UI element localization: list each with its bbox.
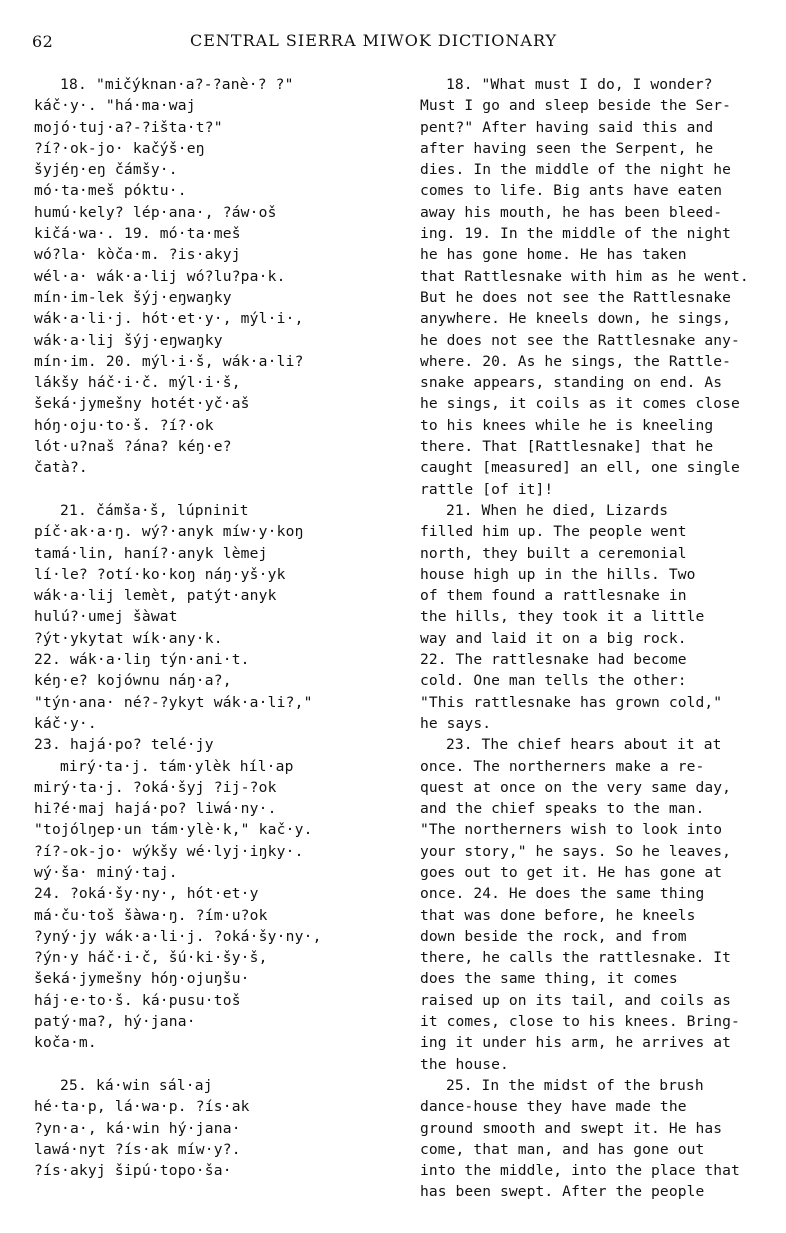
english-text-line: dies. In the middle of the night he [420,161,732,179]
english-text-line: house high up in the hills. Two [420,565,696,583]
english-text-line: caught [measured] an ell, one single [420,459,740,477]
english-text-line: anywhere. He kneels down, he sings, [420,310,732,328]
english-text-line: raised up on its tail, and coils as [420,991,732,1009]
miwok-text-line: ?yný·jy wák·a·li·j. ?oká·šy·ny·, [34,927,322,945]
english-text-line: ground smooth and swept it. He has [420,1119,723,1137]
english-text-line: once. 24. He does the same thing [420,885,705,903]
miwok-text-line: mín·im. 20. mýl·i·š, wák·a·li? [34,352,304,370]
miwok-text-line: ?í?·ok-jo· kačýš·eŋ [34,139,205,157]
miwok-text-line: lawá·nyt ?ís·ak míw·y?. [34,1140,241,1158]
miwok-text-line: šyjéŋ·eŋ čámšy·. [34,161,178,179]
miwok-text-line: káč·y·. [34,714,97,732]
english-text-line: he says. [420,714,492,732]
miwok-text-line [34,479,406,500]
english-text-line: 25. In the midst of the brush [446,1076,704,1094]
miwok-text-line: kéŋ·e? kojównu náŋ·a?, [34,672,232,690]
miwok-text-line: mojó·tuj·a?-?išta·t?" [34,118,223,136]
miwok-text-line: mirý·ta·j. tám·ylèk híl·ap [60,757,294,775]
english-text-line: he sings, it coils as it comes close [420,395,740,413]
english-text-line: does the same thing, it comes [420,970,678,988]
english-text-line: he does not see the Rattlesnake any- [420,331,740,349]
english-text-line: of them found a rattlesnake in [420,587,687,605]
english-text-line: into the middle, into the place that [420,1162,740,1180]
english-text-line: filled him up. The people went [420,523,687,541]
miwok-text-line: lákšy háč·i·č. mýl·i·š, [34,374,241,392]
miwok-text-line: mirý·ta·j. ?oká·šyj ?ij-?ok [34,778,277,796]
english-text-line: Must I go and sleep beside the Ser- [420,97,732,115]
english-text-line: north, they built a ceremonial [420,544,687,562]
english-text-line: down beside the rock, and from [420,927,687,945]
miwok-text-line: 25. ká·win sál·aj [60,1076,213,1094]
miwok-text-line: patý·ma?, hý·jana· [34,1013,196,1031]
english-text-line: there. That [Rattlesnake] that he [420,438,714,456]
english-text-line: away his mouth, he has been bleed- [420,203,723,221]
english-text-line: ing it under his arm, he arrives at [420,1034,732,1052]
miwok-text-line: 21. čámša·š, lúpninit [60,501,249,519]
miwok-text-line: lót·u?naš ?ána? kéŋ·e? [34,438,232,456]
english-text-line: cold. One man tells the other: [420,672,687,690]
english-text-line: dance-house they have made the [420,1098,687,1116]
miwok-text-line: mín·im-lek šýj·eŋwaŋky [34,288,232,306]
english-text-line: and the chief speaks to the man. [420,800,705,818]
miwok-text-line: humú·kely? lép·ana·, ?áw·oš [34,203,277,221]
miwok-text-line: lí·le? ?otí·ko·koŋ náŋ·yš·yk [34,565,286,583]
miwok-text-line: ?ís·akyj šipú·topo·ša· [34,1162,232,1180]
miwok-text-line: ?ýn·y háč·i·č, šú·ki·šy·š, [34,949,268,967]
miwok-text-line: hulú?·umej šàwat [34,608,178,626]
english-text-line: it comes, close to his knees. Bring- [420,1013,740,1031]
english-text-line: snake appears, standing on end. As [420,374,723,392]
miwok-text-line: 18. "mičýknan·a?-?anè·? ?" [60,76,294,93]
english-text-line: But he does not see the Rattlesnake [420,288,732,306]
english-translation-column [420,74,770,1203]
english-text-line: once. The northerners make a re- [420,757,705,775]
miwok-text-column [34,74,406,1181]
english-text-line: 18. "What must I do, I wonder? [446,76,713,93]
miwok-text-line: píč·ak·a·ŋ. wý?·anyk míw·y·koŋ [34,523,304,541]
english-text-line: that was done before, he kneels [420,906,696,924]
miwok-text-line: ?yn·a·, ká·win hý·jana· [34,1119,241,1137]
miwok-text-line: ?í?-ok-jo· wýkšy wé·lyj·iŋky·. [34,842,304,860]
miwok-text-line: koča·m. [34,1034,97,1052]
english-text-line: pent?" After having said this and [420,118,714,136]
miwok-text-line: kičá·wa·. 19. mó·ta·meš [34,225,241,243]
miwok-text-line: wý·ša· miný·taj. [34,863,178,881]
miwok-text-line: wó?la· kòča·m. ?is·akyj [34,246,241,264]
miwok-text-line: hé·ta·p, lá·wa·p. ?ís·ak [34,1098,250,1116]
miwok-text-line: wél·a· wák·a·lij wó?lu?pa·k. [34,267,286,285]
english-text-line: has been swept. After the people [420,1183,705,1201]
english-text-line: your story," he says. So he leaves, [420,842,732,860]
english-text-line: quest at once on the very same day, [420,778,732,796]
miwok-text-line: "tojólŋep·un tám·ylè·k," kač·y. [34,821,313,839]
miwok-text-line: 23. hajá·po? telé·jy [34,736,214,754]
english-text-line: after having seen the Serpent, he [420,139,714,157]
miwok-text-line: ?ýt·ykytat wík·any·k. [34,629,223,647]
english-text-line: 23. The chief hears about it at [446,736,722,754]
english-text-line: the hills, they took it a little [420,608,705,626]
english-text-line: "The northerners wish to look into [420,821,723,839]
english-text-line: 21. When he died, Lizards [446,501,669,519]
running-title: CENTRAL SIERRA MIWOK DICTIONARY [190,31,558,50]
page-number: 62 [32,32,54,51]
miwok-text-line: čatà?. [34,459,88,477]
english-text-line: goes out to get it. He has gone at [420,863,723,881]
miwok-text-line: hi?é·maj hajá·po? liwá·ny·. [34,800,277,818]
english-text-line: rattle [of it]! [420,480,554,498]
english-text-line: where. 20. As he sings, the Rattle- [420,352,732,370]
miwok-text-line: "týn·ana· né?-?ykyt wák·a·li?," [34,693,313,711]
english-text-line: there, he calls the rattlesnake. It [420,949,732,967]
miwok-text-line: hóŋ·oju·to·š. ?í?·ok [34,416,214,434]
miwok-text-line: 24. ?oká·šy·ny·, hót·et·y [34,885,259,903]
miwok-text-line: 22. wák·a·liŋ týn·ani·t. [34,651,250,669]
miwok-text-line [34,1054,406,1075]
english-text-line: 22. The rattlesnake had become [420,651,687,669]
english-text-line: the house. [420,1055,509,1073]
english-text-line: to his knees while he is kneeling [420,416,714,434]
miwok-text-line: tamá·lin, haní?·anyk lèmej [34,544,268,562]
english-text-line: that Rattlesnake with him as he went. [420,267,749,285]
miwok-text-line: wák·a·lij šýj·eŋwaŋky [34,331,223,349]
english-text-line: ing. 19. In the middle of the night [420,225,732,243]
miwok-text-line: háj·e·to·š. ká·pusu·toš [34,991,241,1009]
english-text-line: "This rattlesnake has grown cold," [420,693,723,711]
english-text-line: comes to life. Big ants have eaten [420,182,723,200]
miwok-text-line: wák·a·lij lemèt, patýt·anyk [34,587,277,605]
miwok-text-line: šeká·jymešny hóŋ·ojuŋšu· [34,970,250,988]
miwok-text-line: mó·ta·meš póktu·. [34,182,187,200]
english-text-line: way and laid it on a big rock. [420,629,687,647]
miwok-text-line: šeká·jymešny hotét·yč·aš [34,395,250,413]
miwok-text-line: káč·y·. "há·ma·waj [34,97,196,115]
english-text-line: he has gone home. He has taken [420,246,687,264]
miwok-text-line: má·ču·toš šàwa·ŋ. ?ím·u?ok [34,906,268,924]
english-text-line: come, that man, and has gone out [420,1140,705,1158]
miwok-text-line: wák·a·li·j. hót·et·y·, mýl·i·, [34,310,304,328]
